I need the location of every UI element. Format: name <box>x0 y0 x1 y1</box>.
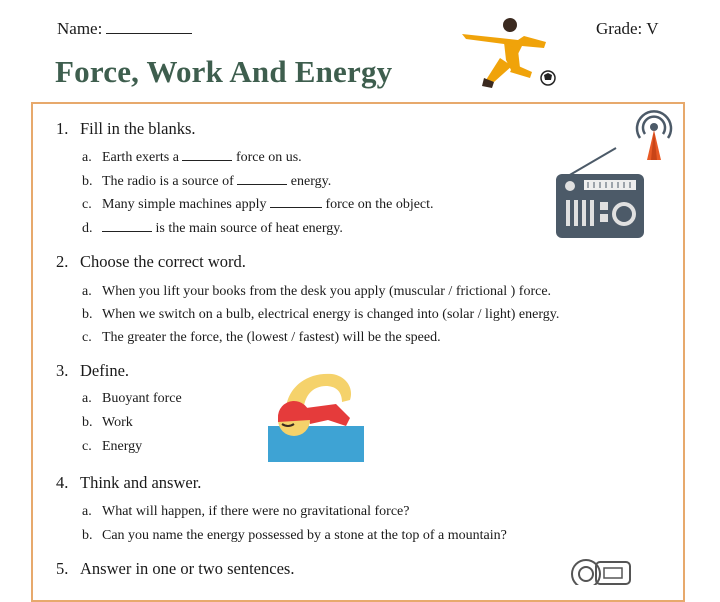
q2-item-a: a. When you lift your books from the desk you apply (muscular / frictional ) force. <box>82 284 552 299</box>
swimmer-icon <box>266 368 366 464</box>
q4-item-b: b. Can you name the energy possessed by a stone at the top of a mountain? <box>82 528 507 543</box>
answer-blank[interactable] <box>270 196 322 208</box>
q1-item-c: c. Many simple machines apply force on the object. <box>82 197 434 212</box>
radio-icon <box>554 146 646 242</box>
question-5: 5. Answer in one or two sentences. <box>56 559 295 578</box>
question-2: 2. Choose the correct word. <box>56 252 246 271</box>
name-blank[interactable] <box>106 19 192 34</box>
answer-blank[interactable] <box>182 149 232 161</box>
name-field <box>57 19 192 39</box>
q3-item-c: c. Energy <box>82 439 143 454</box>
q1-item-a: a. Earth exerts a force on us. <box>82 150 302 165</box>
question-title: Define. <box>80 361 130 380</box>
question-title: Think and answer. <box>80 473 202 492</box>
q3-item-b: b. Work <box>82 415 133 430</box>
question-1 <box>56 119 196 139</box>
question-3: 3. Define. <box>56 361 130 380</box>
question-4: 4. Think and answer. <box>56 473 202 492</box>
page-title: Force, Work And Energy <box>55 54 393 89</box>
question-number: 1. <box>56 119 69 138</box>
q2-item-c: c. The greater the force, the (lowest / fastest) will be the speed. <box>82 330 441 345</box>
q1-item-b: b. The radio is a source of energy. <box>82 174 332 189</box>
question-title: Fill in the blanks. <box>80 119 196 138</box>
soccer-player-icon <box>460 12 560 94</box>
q4-item-a: a. What will happen, if there were no gravitational force? <box>82 504 410 519</box>
q1-item-d: d. is the main source of heat energy. <box>82 221 343 236</box>
q3-item-a: a. Buoyant force <box>82 391 182 406</box>
question-title: Choose the correct word. <box>80 252 246 271</box>
machine-icon <box>566 552 636 585</box>
name-label: Name: <box>57 19 103 38</box>
question-title: Answer in one or two sentences. <box>80 559 295 578</box>
answer-blank[interactable] <box>102 220 152 232</box>
q2-item-b: b. When we switch on a bulb, electrical energy is changed into (solar / light) energy. <box>82 307 560 322</box>
answer-blank[interactable] <box>237 173 287 185</box>
grade-label: Grade: V <box>596 19 659 38</box>
